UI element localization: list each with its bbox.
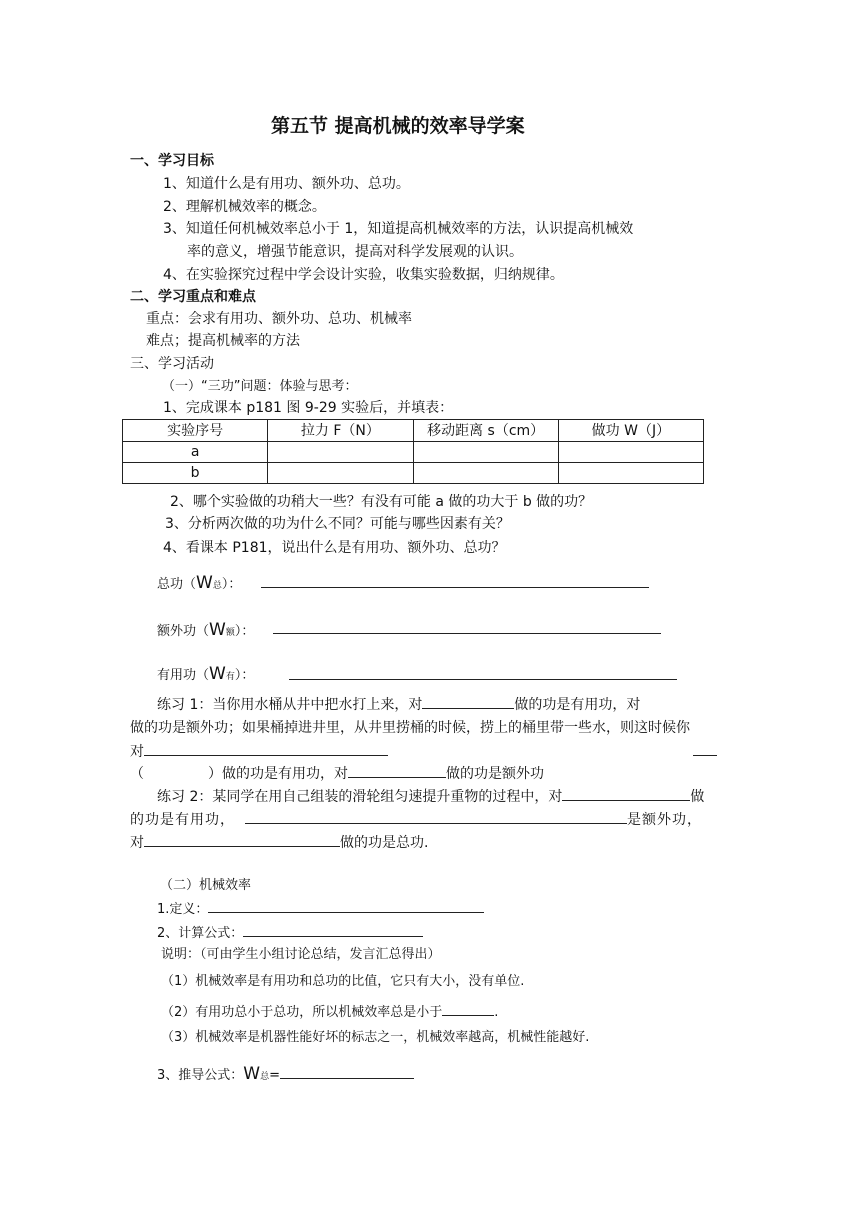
exercise-text: ）做的功是有用功，对	[208, 766, 348, 782]
exercise-text: （	[130, 766, 144, 782]
section-heading-keypoints: 二、学习重点和难点	[130, 289, 256, 305]
exercise-1-line-3	[130, 741, 388, 762]
fill-blank[interactable]	[243, 922, 423, 937]
exercise-2-line-3	[130, 832, 428, 853]
table-cell[interactable]	[413, 442, 558, 463]
equals-sign: =	[269, 1068, 281, 1083]
definition-label: 1.定义：	[157, 902, 209, 917]
exercise-2-line-1	[157, 786, 704, 807]
page-title: 第五节 提高机械的效率导学案	[271, 115, 525, 137]
exercise-1-line-2: 做的功是额外功；如果桶掉进井里，从井里捞桶的时候，捞上的桶里带一些水，则这时候你	[130, 720, 690, 736]
formula-label: 2、计算公式：	[157, 926, 244, 941]
goal-item-2: 2、理解机械效率的概念。	[163, 199, 326, 215]
fill-blank[interactable]	[144, 832, 340, 847]
symbol-w: W	[209, 664, 226, 684]
table-cell[interactable]	[558, 442, 703, 463]
label-text: 总功（	[157, 577, 197, 592]
exercise-text: 是额外功，	[627, 812, 702, 828]
key-point: 重点：会求有用功、额外功、总功、机械率	[146, 311, 412, 327]
fill-blank[interactable]	[693, 755, 717, 756]
symbol-w: W	[243, 1064, 261, 1084]
formula-line	[157, 922, 423, 944]
question-1: 1、完成课本 p181 图 9-29 实验后，并填表：	[163, 400, 454, 416]
symbol-w: W	[209, 620, 226, 640]
subscript: 额	[225, 628, 235, 638]
extra-work-blank[interactable]	[273, 633, 661, 634]
experiment-table	[122, 419, 704, 484]
table-header-cell: 移动距离 s（cm）	[413, 420, 558, 442]
fill-blank[interactable]	[208, 898, 484, 913]
goal-item-3: 3、知道任何机械效率总小于 1，知道提高机械效率的方法，认识提高机械效	[163, 221, 634, 237]
table-cell[interactable]	[268, 442, 413, 463]
table-cell: b	[123, 463, 268, 484]
difficult-point: 难点；提高机械率的方法	[146, 333, 300, 349]
extra-work-label	[157, 620, 254, 643]
symbol-w: W	[196, 573, 213, 593]
fill-blank[interactable]	[245, 809, 627, 824]
exercise-1-line-4	[130, 763, 544, 784]
derive-label: 3、推导公式：	[157, 1068, 244, 1083]
subscript: 总	[260, 1072, 270, 1082]
fill-blank[interactable]	[562, 786, 690, 801]
question-2: 2、哪个实验做的功稍大一些？有没有可能 a 做的功大于 b 做的功？	[170, 494, 593, 510]
table-cell: a	[123, 442, 268, 463]
exercise-1-line-1	[157, 694, 640, 715]
total-work-label	[157, 573, 241, 596]
note-text: （2）有用功总小于总功，所以机械效率总是小于	[161, 1005, 443, 1020]
note-item-2	[161, 1001, 498, 1023]
table-cell[interactable]	[558, 463, 703, 484]
fill-blank[interactable]	[442, 1001, 494, 1016]
fill-blank[interactable]	[422, 694, 514, 709]
exercise-2-line-2	[130, 809, 702, 830]
useful-work-label	[157, 664, 254, 687]
section-heading-activities: 三、学习活动	[130, 356, 214, 372]
question-3: 3、分析两次做的功为什么不同？可能与哪些因素有关？	[165, 516, 510, 532]
exercise-text: 练习 2：某同学在用自己组装的滑轮组匀速提升重物的过程中，对	[157, 789, 563, 805]
goal-item-3-cont: 率的意义，增强节能意识，提高对科学发展观的认识。	[187, 244, 523, 260]
table-cell[interactable]	[268, 463, 413, 484]
label-text: ）：	[234, 668, 255, 683]
subsection-efficiency: （二）机械效率	[160, 878, 252, 893]
label-text: ）：	[221, 577, 242, 592]
definition-line	[157, 898, 484, 920]
exercise-text: 做的功是总功.	[340, 835, 429, 851]
fill-blank[interactable]	[348, 763, 446, 778]
subscript: 有	[225, 672, 235, 682]
exercise-text: 练习 1：当你用水桶从井中把水打上来，对	[157, 697, 423, 713]
table-row	[123, 463, 704, 484]
label-text: ）：	[234, 624, 255, 639]
label-text: 有用功（	[157, 668, 210, 683]
section-heading-goals: 一、学习目标	[130, 153, 214, 169]
table-cell[interactable]	[413, 463, 558, 484]
useful-work-blank[interactable]	[289, 679, 677, 680]
total-work-blank[interactable]	[261, 587, 649, 588]
subsection-three-works: （一）“三功”问题：体验与思考：	[162, 379, 358, 394]
note-item-1: （1）机械效率是有用功和总功的比值，它只有大小，没有单位.	[161, 974, 525, 989]
question-4: 4、看课本 P181，说出什么是有用功、额外功、总功？	[163, 540, 506, 556]
exercise-text: 对	[130, 835, 144, 851]
label-text: 额外功（	[157, 624, 210, 639]
table-row	[123, 442, 704, 463]
exercise-text: 做的功是有用功，对	[514, 697, 641, 713]
exercise-text: 做的功是额外功	[446, 766, 544, 782]
goal-item-4: 4、在实验探究过程中学会设计实验，收集实验数据，归纳规律。	[163, 267, 564, 283]
exercise-text: 的功是有用功，	[130, 812, 235, 828]
fill-blank[interactable]	[280, 1064, 414, 1079]
table-header-cell: 做功 W（J）	[558, 420, 703, 442]
subscript: 总	[212, 581, 222, 591]
fill-blank[interactable]	[144, 741, 388, 756]
exercise-text: 对	[130, 744, 144, 760]
goal-item-1: 1、知道什么是有用功、额外功、总功。	[163, 176, 410, 192]
exercise-text: 做	[690, 789, 705, 805]
note-item-3: （3）机械效率是机器性能好坏的标志之一，机械效率越高，机械性能越好.	[161, 1030, 590, 1045]
derive-formula-line	[157, 1064, 414, 1087]
table-header-row	[123, 420, 704, 442]
table-header-cell: 实验序号	[123, 420, 268, 442]
table-header-cell: 拉力 F（N）	[268, 420, 413, 442]
note-line: 说明：（可由学生小组讨论总结，发言汇总得出）	[161, 947, 441, 962]
note-text: .	[494, 1005, 499, 1020]
